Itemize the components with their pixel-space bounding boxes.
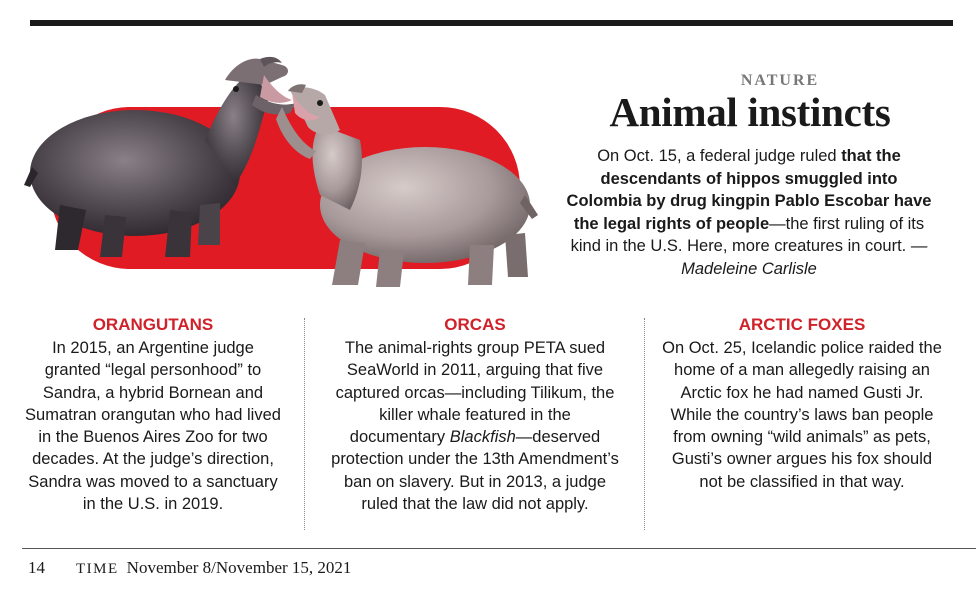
film-title: Blackfish — [449, 428, 516, 447]
column-orangutans — [22, 315, 284, 515]
column-text — [330, 337, 620, 515]
intro-bold: that the descendants of hippos smuggled into Colombia by drug kingpin Pablo Escobar have the legal rights of people — [566, 147, 932, 233]
page-title: Animal instincts — [609, 89, 891, 135]
intro-rest: —the first ruling of its kind in the U.S. Here, more creatures in court. — [570, 214, 925, 255]
intro-byline: —Madeleine Carlisle — [681, 237, 928, 278]
page-footer — [28, 558, 351, 578]
section-label: NATURE — [740, 72, 820, 89]
column-heading: ARCTIC FOXES — [738, 315, 866, 334]
issue-date: November 8/November 15, 2021 — [126, 558, 352, 577]
column-orcas — [330, 315, 620, 515]
hippos-illustration — [20, 45, 550, 295]
page-number: 14 — [28, 558, 45, 577]
magazine-name: TIME — [76, 561, 119, 577]
column-divider — [304, 318, 305, 530]
intro-paragraph — [565, 145, 933, 280]
column-heading: ORCAS — [444, 315, 506, 334]
intro-lead: On Oct. 15, a federal judge ruled — [597, 147, 842, 165]
column-text: In 2015, an Argentine judge granted “legal personhood” to Sandra, a hybrid Bornean and Sumatran orangutan who had lived in the Buenos Aires Zoo for two decades. At the judge’s direction, Sandra was moved to a sanctuary in the U.S. in 2019. — [25, 339, 281, 514]
column-arctic-foxes — [662, 315, 942, 493]
column-divider — [644, 318, 645, 530]
top-rule — [30, 20, 953, 26]
column-text: On Oct. 25, Icelandic police raided the home of a man allegedly raising an Arctic fox he had named Gusti Jr. While the country’s laws ban people from owning “wild animals” as pets, Gusti’s owner argues his fox should not be classified in that way. — [662, 339, 942, 491]
column-heading: ORANGUTANS — [92, 315, 214, 334]
bottom-rule — [22, 548, 976, 549]
column-text-before: The animal-rights group PETA sued SeaWorld in 2011, arguing that five captured orcas—including Tilikum, the killer whale featured in the documentary — [335, 339, 615, 447]
column-text-after: —deserved protection under the 13th Amendment’s ban on slavery. But in 2013, a judge ruled that the law did not apply. — [331, 428, 619, 514]
